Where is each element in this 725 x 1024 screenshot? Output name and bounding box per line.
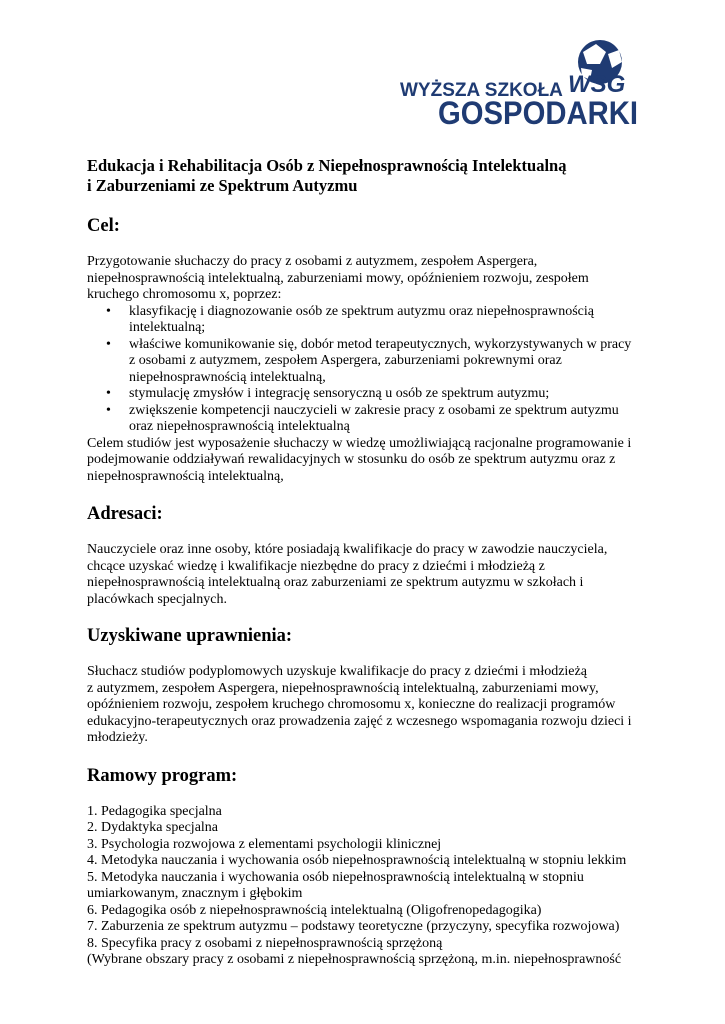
list-item bbox=[129, 403, 642, 436]
logo-line2: GOSPODARKI bbox=[438, 95, 638, 128]
text-line: podejmowanie oddziaływań rewalidacyjnych w stosunku do osób ze spektrum autyzmu oraz z bbox=[87, 452, 616, 467]
document-body bbox=[87, 156, 642, 969]
text-line: • stymulację zmysłów i integrację sensoryczną u osób ze spektrum autyzmu; bbox=[129, 386, 550, 401]
program-item: 6. Pedagogika osób z niepełnosprawnością intelektualną (Oligofrenopedagogika) bbox=[87, 902, 542, 918]
text-line: intelektualną; bbox=[129, 320, 206, 335]
text-line: oraz niepełnosprawnością intelektualną bbox=[129, 419, 350, 434]
list-item bbox=[129, 304, 642, 337]
cel-intro bbox=[87, 254, 642, 304]
text-line: edukacyjno-terapeutycznych oraz prowadzenia zajęć z wczesnego wspomagania rozwoju dzieci i bbox=[87, 713, 632, 729]
wsg-logo-graphic bbox=[400, 38, 645, 128]
text-line: • właściwe komunikowanie się, dobór metod terapeutycznych, wykorzystywanych w pracy bbox=[129, 336, 632, 352]
adresaci-text bbox=[87, 542, 642, 608]
logo-line1: WYŻSZA SZKOŁA bbox=[400, 80, 563, 101]
text-line: z autyzmem, zespołem Aspergera, niepełnosprawnością intelektualną, zaburzeniami mowy, bbox=[87, 680, 599, 696]
program-item: 5. Metodyka nauczania i wychowania osób niepełnosprawnością intelektualną w stopniu bbox=[87, 869, 584, 885]
section-heading-uprawnienia: Uzyskiwane uprawnienia: bbox=[87, 626, 293, 646]
program-item-continuation: umiarkowanym, znacznym i głębokim bbox=[87, 886, 303, 901]
uprawnienia-text bbox=[87, 664, 642, 747]
program-list bbox=[87, 804, 642, 969]
program-item: (Wybrane obszary pracy z osobami z niepełnosprawnością sprzężoną, m.in. niepełnosprawność bbox=[87, 952, 622, 967]
text-line: Słuchacz studiów podyplomowych uzyskuje kwalifikacje do pracy z dziećmi i młodzieżą bbox=[87, 664, 587, 679]
text-line: Przygotowanie słuchaczy do pracy z osobami z autyzmem, zespołem Aspergera, bbox=[87, 254, 538, 269]
list-item bbox=[129, 386, 642, 403]
text-line: placówkach specjalnych. bbox=[87, 591, 227, 607]
text-line: z osobami z autyzmem, zespołem Aspergera, zaburzeniami pokrewnymi oraz bbox=[129, 353, 562, 368]
text-line: niepełnosprawnością intelektualną oraz zaburzeniami ze spektrum autyzmu w szkołach i bbox=[87, 575, 584, 590]
text-line: niepełnosprawnością intelektualną, zaburzeniami mowy, opóźnieniem rozwoju, zespołem bbox=[87, 270, 589, 286]
program-item: 8. Specyfika pracy z osobami z niepełnosprawnością sprzężoną bbox=[87, 935, 443, 951]
program-item: 1. Pedagogika specjalna bbox=[87, 803, 222, 819]
section-heading-program: Ramowy program: bbox=[87, 765, 238, 786]
text-line: • klasyfikację i diagnozowanie osób ze spektrum autyzmu oraz niepełnosprawnością bbox=[129, 303, 594, 319]
logo-badge: WSG bbox=[568, 71, 626, 98]
text-line: opóźnieniem rozwoju, zespołem kruchego chromosomu x, konieczne do realizacji programów bbox=[87, 697, 616, 712]
cel-bullet-list bbox=[87, 304, 642, 436]
text-line: kruchego chromosomu x, poprzez: bbox=[87, 287, 282, 302]
text-line: chcące uzyskać wiedzę i kwalifikacje niezbędne do pracy z dziećmi i młodzieżą z bbox=[87, 558, 545, 574]
section-heading-cel: Cel: bbox=[87, 216, 120, 236]
text-line: • zwiększenie kompetencji nauczycieli w zakresie pracy z osobami ze spektrum autyzmu bbox=[129, 402, 619, 418]
program-item: 3. Psychologia rozwojowa z elementami psychologii klinicznej bbox=[87, 836, 442, 852]
section-heading-adresaci: Adresaci: bbox=[87, 504, 163, 524]
list-item bbox=[129, 337, 642, 387]
document-title bbox=[87, 156, 642, 196]
cel-outro bbox=[87, 436, 642, 486]
university-logo bbox=[400, 38, 645, 128]
title-line: i Zaburzeniami ze Spektrum Autyzmu bbox=[87, 176, 358, 195]
text-line: młodzieży. bbox=[87, 730, 148, 745]
text-line: Celem studiów jest wyposażenie słuchaczy w wiedzę umożliwiającą racjonalne programowanie i bbox=[87, 435, 632, 451]
text-line: Nauczyciele oraz inne osoby, które posiadają kwalifikacje do pracy w zawodzie nauczyciela, bbox=[87, 542, 608, 557]
text-line: niepełnosprawnością intelektualną, bbox=[87, 468, 284, 484]
program-item: 2. Dydaktyka specjalna bbox=[87, 820, 219, 835]
program-item: 7. Zaburzenia ze spektrum autyzmu – podstawy teoretyczne (przyczyny, specyfika rozwojowa) bbox=[87, 919, 620, 934]
title-line: Edukacja i Rehabilitacja Osób z Niepełnosprawnością Intelektualną bbox=[87, 156, 567, 175]
text-line: niepełnosprawnością intelektualną, bbox=[129, 369, 326, 385]
program-item: 4. Metodyka nauczania i wychowania osób niepełnosprawnością intelektualną w stopniu lekkim bbox=[87, 853, 627, 868]
